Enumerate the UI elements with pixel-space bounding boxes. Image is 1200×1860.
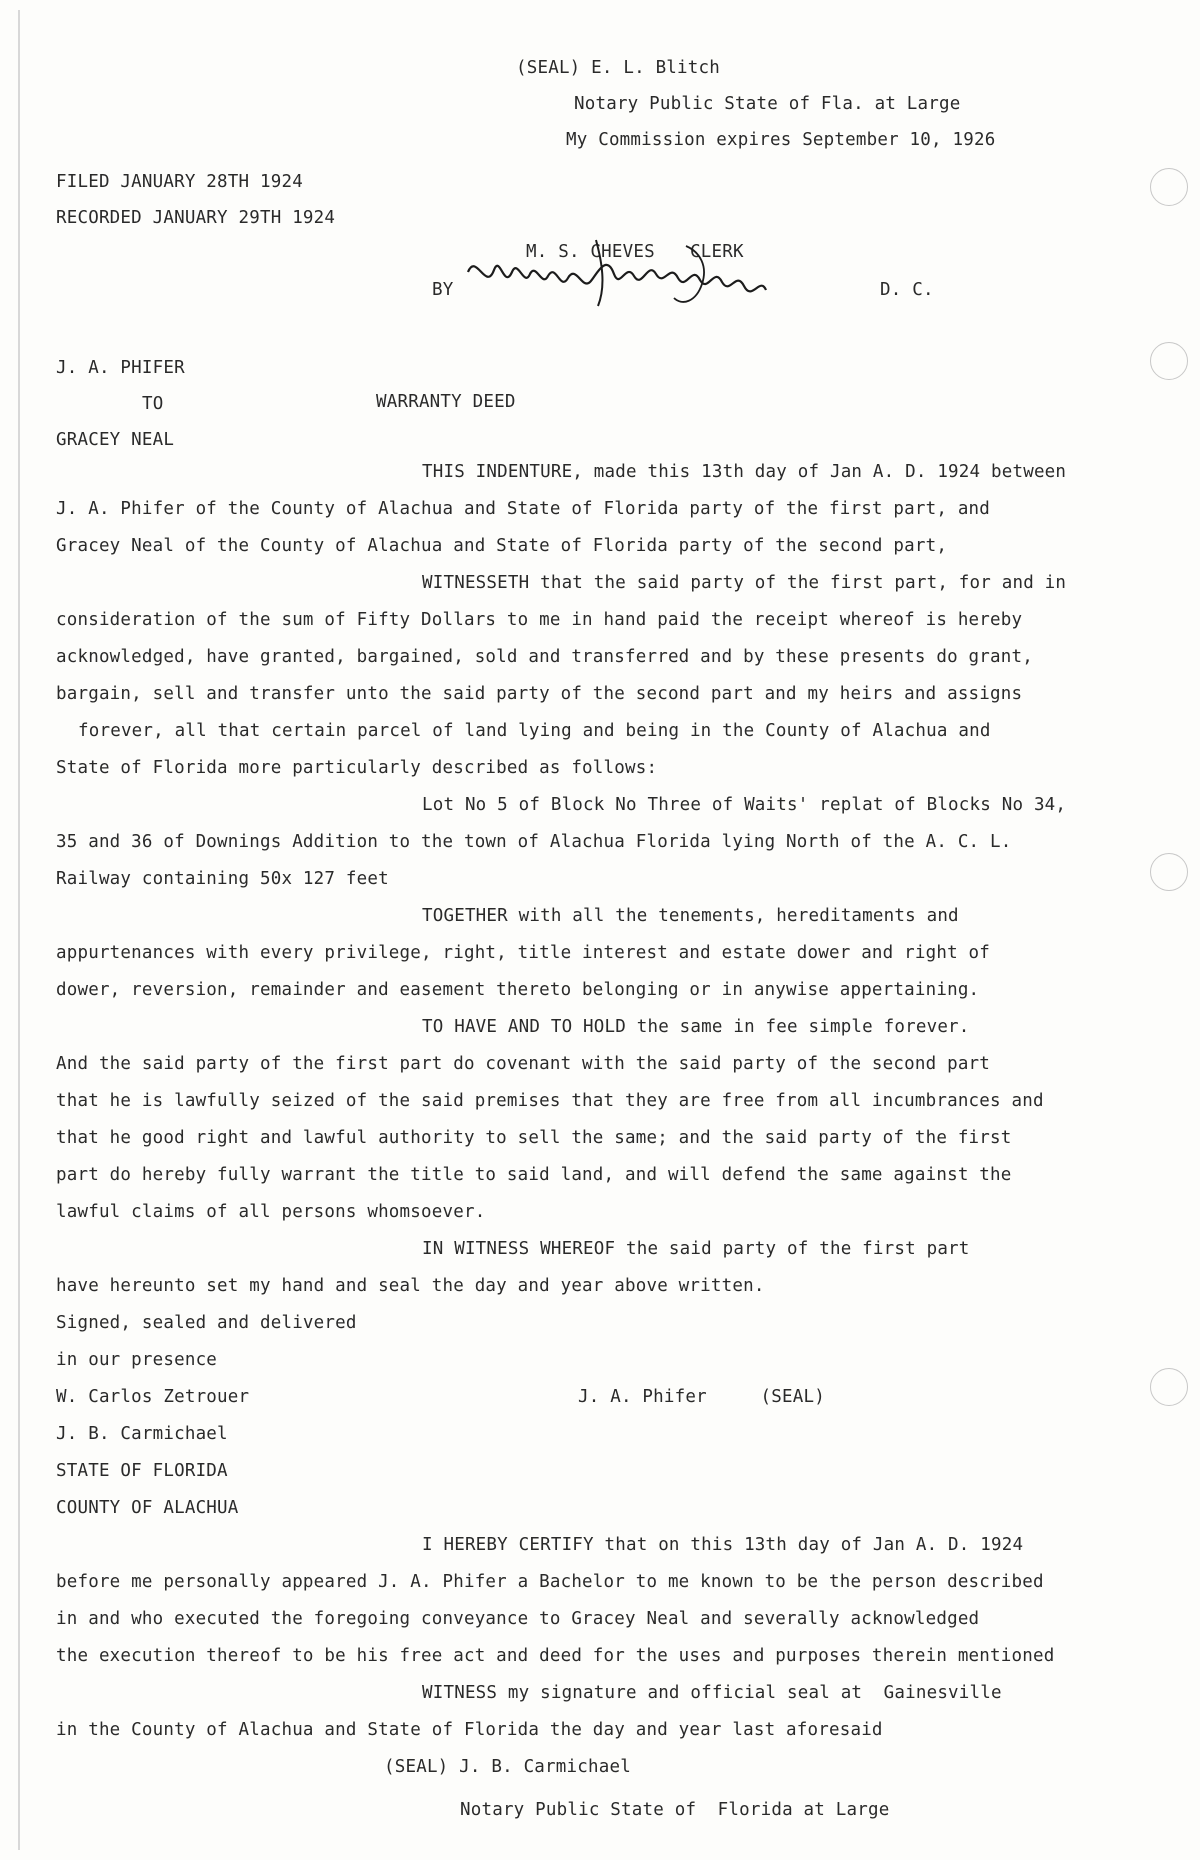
body-line: THIS INDENTURE, made this 13th day of Jan A. D. 1924 between	[422, 462, 1067, 482]
body-line: that he is lawfully seized of the said premises that they are free from all incumbrances and	[56, 1091, 1044, 1111]
punch-hole-3	[1150, 853, 1188, 891]
body-line: Signed, sealed and delivered	[56, 1313, 357, 1333]
clerk-by-label: BY	[432, 280, 454, 300]
body-line: IN WITNESS WHEREOF the said party of the first part	[422, 1239, 970, 1259]
body-line: TO HAVE AND TO HOLD the same in fee simple forever.	[422, 1017, 970, 1037]
to-heading: TO	[142, 394, 164, 414]
body-line: that he good right and lawful authority to sell the same; and the said party of the first	[56, 1128, 1012, 1148]
body-line: dower, reversion, remainder and easement thereto belonging or in anywise appertaining.	[56, 980, 980, 1000]
body-line: in our presence	[56, 1350, 218, 1370]
recorded-date: RECORDED JANUARY 29TH 1924	[56, 208, 336, 228]
body-line: part do hereby fully warrant the title to said land, and will defend the same against the	[56, 1165, 1012, 1185]
body-line: 35 and 36 of Downings Addition to the town of Alachua Florida lying North of the A. C. L.	[56, 832, 1012, 852]
grantor-signature: J. A. Phifer (SEAL)	[578, 1387, 825, 1407]
body-line: State of Florida more particularly described as follows:	[56, 758, 658, 778]
body-line: lawful claims of all persons whomsoever.	[56, 1202, 486, 1222]
deputy-clerk-label: D. C.	[880, 280, 934, 300]
punch-hole-4	[1150, 1368, 1188, 1406]
body-line: TOGETHER with all the tenements, hereditaments and	[422, 906, 959, 926]
notary-title-line: Notary Public State of Fla. at Large	[574, 94, 961, 114]
body-line: Lot No 5 of Block No Three of Waits' replat of Blocks No 34,	[422, 795, 1067, 815]
notary-signature-line: (SEAL) J. B. Carmichael	[384, 1757, 631, 1777]
body-line: bargain, sell and transfer unto the said party of the second part and my heirs and assigns	[56, 684, 1023, 704]
witness-name: W. Carlos Zetrouer	[56, 1387, 250, 1407]
body-line: Railway containing 50x 127 feet	[56, 869, 389, 889]
body-line: I HEREBY CERTIFY that on this 13th day of Jan A. D. 1924	[422, 1535, 1024, 1555]
body-line: consideration of the sum of Fifty Dollars to me in hand paid the receipt whereof is hereby	[56, 610, 1023, 630]
punch-hole-2	[1150, 342, 1188, 380]
body-line: forever, all that certain parcel of land lying and being in the County of Alachua and	[78, 721, 991, 741]
document-type: WARRANTY DEED	[376, 392, 516, 412]
clerk-signature	[456, 232, 816, 324]
body-line: acknowledged, have granted, bargained, sold and transferred and by these presents do grant,	[56, 647, 1033, 667]
grantor-heading: J. A. PHIFER	[56, 358, 185, 378]
body-line: in and who executed the foregoing conveyance to Gracey Neal and severally acknowledged	[56, 1609, 980, 1629]
punch-hole-1	[1150, 168, 1188, 206]
county-heading: COUNTY OF ALACHUA	[56, 1498, 239, 1518]
body-line: in the County of Alachua and State of Florida the day and year last aforesaid	[56, 1720, 883, 1740]
notary-commission-line: My Commission expires September 10, 1926	[566, 130, 996, 150]
filed-date: FILED JANUARY 28TH 1924	[56, 172, 303, 192]
body-line: J. A. Phifer of the County of Alachua and State of Florida party of the first part, and	[56, 499, 991, 519]
body-line: appurtenances with every privilege, right, title interest and estate dower and right of	[56, 943, 991, 963]
body-line: before me personally appeared J. A. Phifer a Bachelor to me known to be the person described	[56, 1572, 1044, 1592]
body-line: WITNESS my signature and official seal at Gainesville	[422, 1683, 1002, 1703]
page-edge-line	[18, 10, 20, 1850]
notary-name-line: (SEAL) E. L. Blitch	[516, 58, 720, 78]
witness-name: J. B. Carmichael	[56, 1424, 228, 1444]
clerk-title: CLERK	[690, 242, 744, 262]
state-heading: STATE OF FLORIDA	[56, 1461, 228, 1481]
body-line: WITNESSETH that the said party of the first part, for and in	[422, 573, 1067, 593]
body-line: the execution thereof to be his free act and deed for the uses and purposes therein mentioned	[56, 1646, 1055, 1666]
grantee-heading: GRACEY NEAL	[56, 430, 175, 450]
body-line: Gracey Neal of the County of Alachua and State of Florida party of the second part,	[56, 536, 948, 556]
body-line: And the said party of the first part do covenant with the said party of the second part	[56, 1054, 991, 1074]
body-line: have hereunto set my hand and seal the day and year above written.	[56, 1276, 765, 1296]
clerk-name: M. S. CHEVES	[526, 242, 655, 262]
notary-footer: Notary Public State of Florida at Large	[460, 1800, 890, 1820]
